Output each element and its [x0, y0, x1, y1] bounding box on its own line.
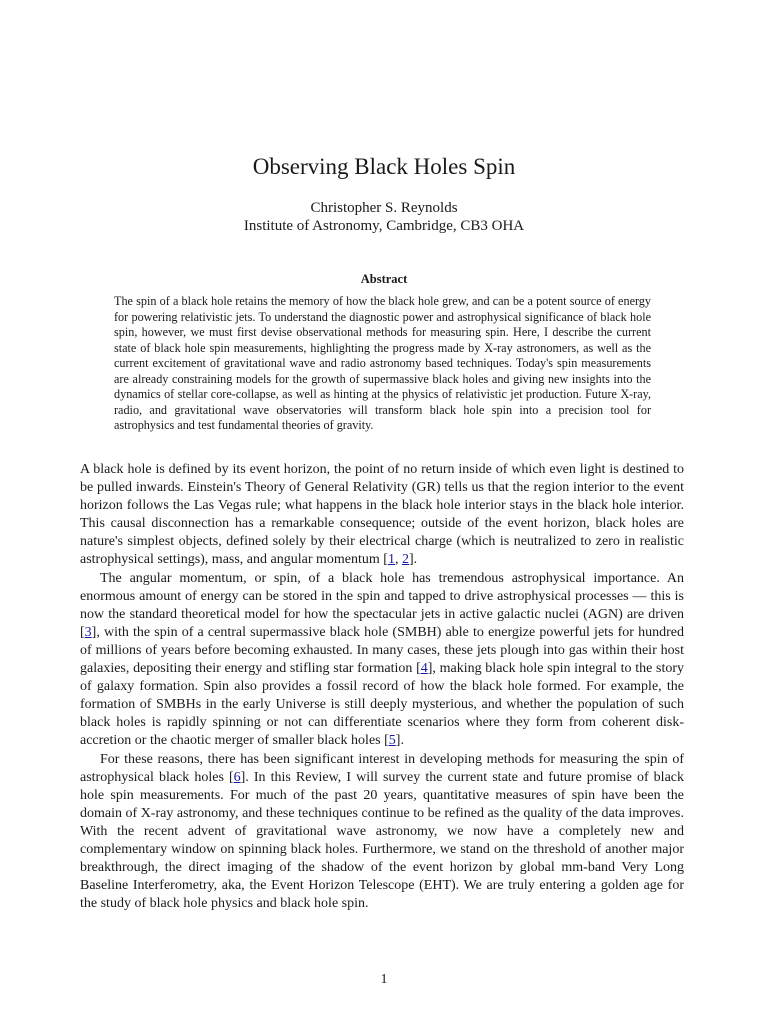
paragraph-2: [80, 570, 684, 751]
paragraph-2-text-d: ].: [395, 733, 404, 749]
paragraph-1-text-b: ,: [394, 552, 402, 568]
citation-link-4[interactable]: 4: [420, 661, 428, 677]
paragraph-3: [80, 751, 684, 914]
paragraph-3-text-b: ]. In this Review, I will survey the current state and future promise of black hole spin measurements. For much of the past 20 years, quantitative measures of spin have been the domain of X-ray astronomy, and these techniques continue to be refined as the quality of the data improves. With the recent advent of gravitational wave astronomy, we now have a completely new and complementary window on spinning black holes. Furthermore, we stand on the threshold of another major breakthrough, the direct imaging of the shadow of the event horizon by global mm-band Very Long Baseline Interferometry, aka, the Event Horizon Telescope (EHT). We are truly entering a golden age for the study of black hole physics and black hole spin.: [80, 769, 684, 912]
body-text: [80, 461, 684, 913]
paragraph-1-text-c: ].: [408, 552, 418, 568]
paragraph-2-text-c: ], making black hole spin integral to the story of galaxy formation. Spin also provides a fossil record of how the black hole formed. For example, the formation of SMBHs in the early Universe is still deeply mysterious, and whether the population of such black holes is rapidly spinning or not can differentiate scenarios where they form from coherent disk-accretion or the chaotic merger of smaller black holes [: [80, 661, 684, 749]
citation-link-5[interactable]: 5: [388, 733, 396, 749]
abstract-heading: Abstract: [360, 272, 408, 286]
citation-link-2[interactable]: 2: [401, 552, 409, 568]
paragraph-2-text-b: ], with the spin of a central supermassive black hole (SMBH) able to energize powerful jets for hundred of millions of years before becoming exhausted. In many cases, these jets plough into gas within their host galaxies, depositing their energy and stifling star formation [: [80, 624, 684, 677]
author-name: Christopher S. Reynolds: [310, 200, 458, 216]
citation-link-3[interactable]: 3: [84, 624, 92, 640]
paragraph-1-text-a: A black hole is defined by its event horizon, the point of no return inside of which even light is destined to be pulled inwards. Einstein's Theory of General Relativity (GR) tells us that the region interior to the event horizon follows the Las Vegas rule; what happens in the black hole interior stays in the black hole interior. This causal disconnection has a remarkable consequence; outside of the event horizon, black holes are nature's simplest objects, defined solely by their electrical charge (which is neutralized to zero in realistic astrophysical settings), mass, and angular momentum [: [80, 462, 684, 568]
citation-link-6[interactable]: 6: [233, 769, 241, 785]
paragraph-3-text-a: For these reasons, there has been significant interest in developing methods for measuring the spin of astrophysical black holes [: [80, 751, 684, 785]
abstract-text: The spin of a black hole retains the memory of how the black hole grew, and can be a potent source of energy for powering relativistic jets. To understand the diagnostic power and astrophysical significance of black hole spin, however, we must first devise observational methods for measuring spin. Here, I describe the current state of black hole spin measurements, highlighting the progress made by X-ray astronomers, as well as the current excitement of gravitational wave and radio astronomy based techniques. Today's spin measurements are already constraining models for the growth of supermassive black holes and giving new insights into the dynamics of stellar core-collapse, as well as hinting at the physics of relativistic jet production. Future X-ray, radio, and gravitational wave observatories will transform black hole spin into a precision tool for astrophysics and test fundamental theories of gravity.: [114, 294, 651, 432]
paragraph-2-text-a: The angular momentum, or spin, of a black hole has tremendous astrophysical importance. An enormous amount of energy can be stored in the spin and tapped to drive astrophysical processes — this is now the standard theoretical model for how the spectacular jets in active galactic nuclei (AGN) are driven [: [80, 570, 684, 640]
paper-title: Observing Black Holes Spin: [252, 154, 516, 179]
citation-link-1[interactable]: 1: [387, 552, 395, 568]
paragraph-1: [80, 461, 684, 570]
author-affiliation: Institute of Astronomy, Cambridge, CB3 OHA: [243, 218, 525, 234]
page-number: 1: [380, 972, 388, 987]
